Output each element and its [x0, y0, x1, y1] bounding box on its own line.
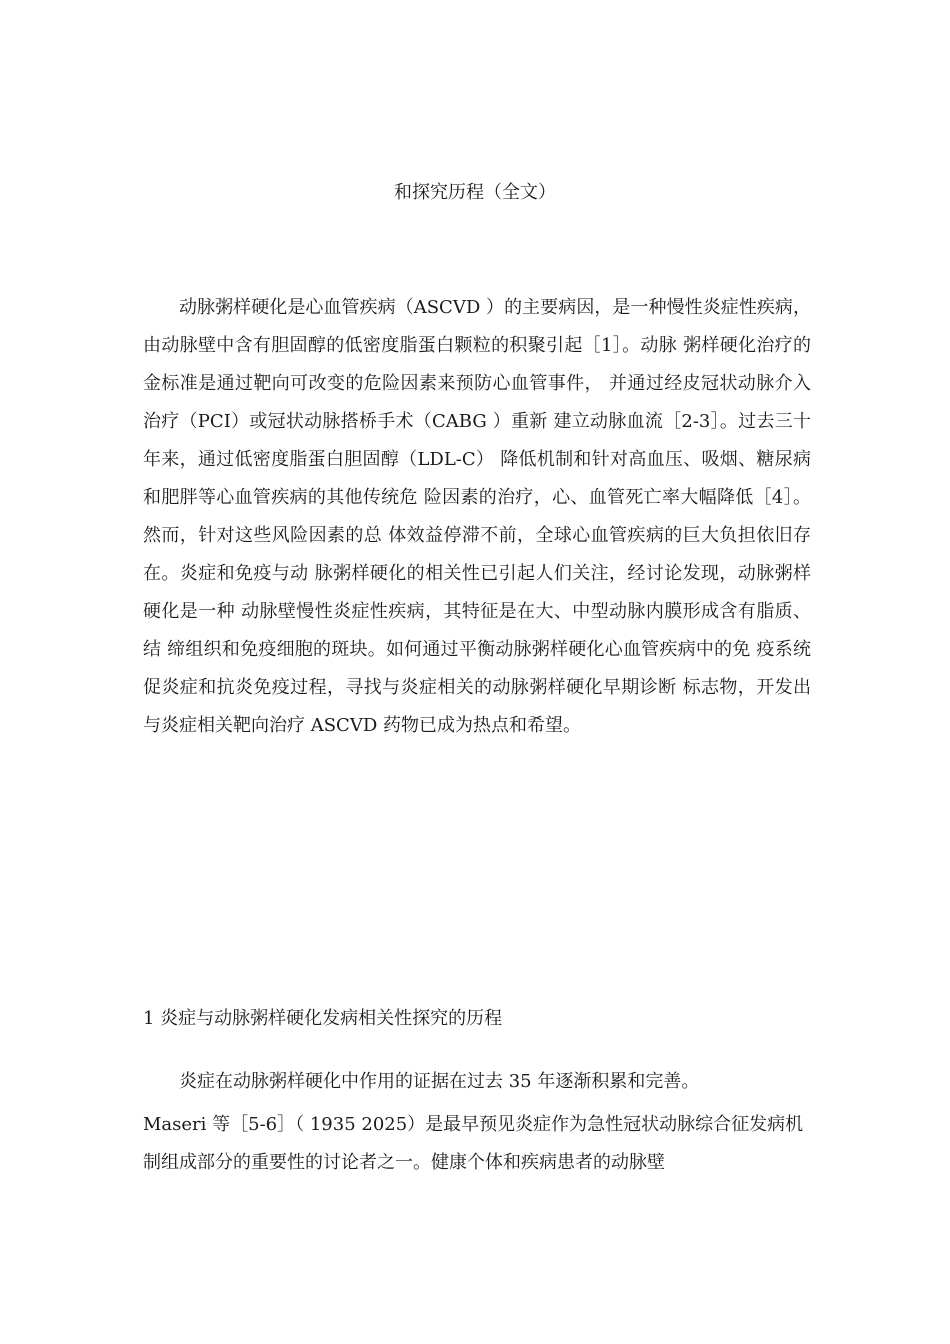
section-heading: 1 炎症与动脉粥样硬化发病相关性探究的历程: [143, 1008, 503, 1029]
section-paragraph: 炎症在动脉粥样硬化中作用的证据在过去 35 年逐渐积累和完善。: [179, 1071, 700, 1092]
section-paragraph-continued: Maseri 等［5-6］（ 1935 2025）是最早预见炎症作为急性冠状动脉综合征发病机制组成部分的重要性的讨论者之一。健康个体和疾病患者的动脉壁: [143, 1114, 804, 1173]
document-title: 和探究历程（全文）: [394, 182, 556, 203]
body-paragraph: 动脉粥样硬化是心血管疾病（ASCVD ）的主要病因，是一种慢性炎症性疾病，由动脉壁中含有胆固醇的低密度脂蛋白颗粒的积聚引起［1］。动脉 粥样硬化治疗的金标准是通过靶向可改变的危险因素来预防心血管事件， 并通过经皮冠状动脉介入治疗（PCI）或冠状动脉搭桥手术（CABG ）重新 建立动脉血流［2-3］。过去三十年来，通过低密度脂蛋白胆固醇（LDL-C） 降低机制和针对高血压、吸烟、糖尿病和肥胖等心血管疾病的其他传统危 险因素的治疗，心、血管死亡率大幅降低［4］。然而，针对这些风险因素的总 体效益停滞不前，全球心血管疾病的巨大负担依旧存在。炎症和免疫与动 脉粥样硬化的相关性已引起人们关注，经讨论发现，动脉粥样硬化是一种 动脉壁慢性炎症性疾病，其特征是在大、中型动脉内膜形成含有脂质、结 缔组织和免疫细胞的斑块。如何通过平衡动脉粥样硬化心血管疾病中的免 疫系统促炎症和抗炎免疫过程，寻找与炎症相关的动脉粥样硬化早期诊断 标志物，开发出与炎症相关靶向治疗 ASCVD 药物已成为热点和希望。: [143, 297, 811, 736]
